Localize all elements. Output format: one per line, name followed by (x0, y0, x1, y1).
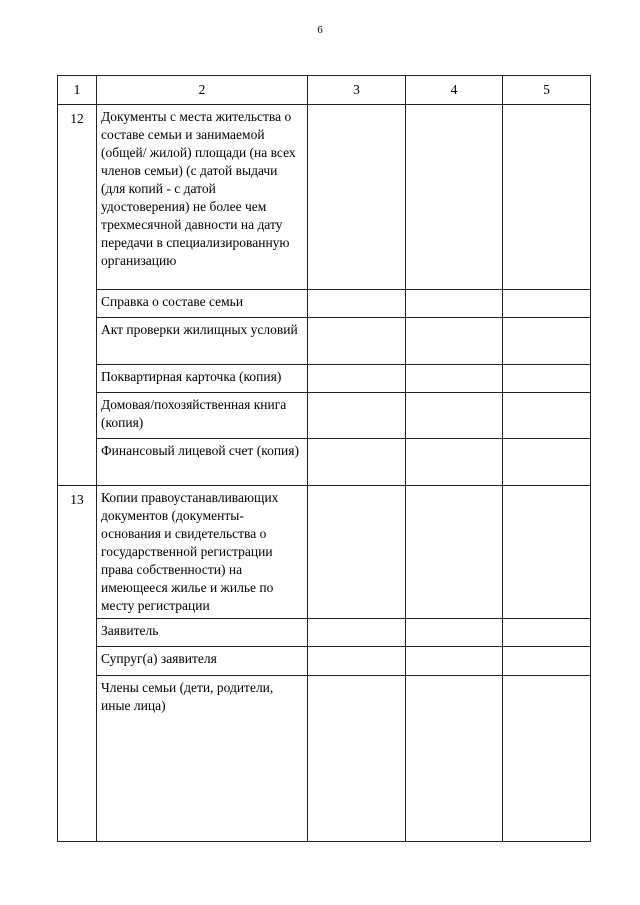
cell-col-4 (406, 105, 503, 290)
cell-col-3 (308, 676, 406, 842)
table-row (58, 439, 591, 486)
cell-col-5 (503, 290, 591, 318)
row-text: Поквартирная карточка (копия) (97, 365, 308, 393)
documents-table (57, 75, 591, 842)
cell-col-3 (308, 290, 406, 318)
row-text: Члены семьи (дети, родители, иные лица) (97, 676, 308, 842)
cell-col-3 (308, 393, 406, 439)
cell-col-4 (406, 393, 503, 439)
cell-col-5 (503, 676, 591, 842)
cell-col-5 (503, 318, 591, 365)
cell-col-3 (308, 318, 406, 365)
table-row (58, 393, 591, 439)
cell-col-4 (406, 365, 503, 393)
page-number: 6 (317, 24, 323, 36)
row-text: Копии правоустанавливающих документов (документы-основания и свидетельства о государственной регистрации права собственности) на имеющееся жилье и жилье по месту регистрации (97, 486, 308, 619)
cell-col-5 (503, 439, 591, 486)
table-row (58, 676, 591, 842)
row-text: Заявитель (97, 619, 308, 647)
row-text: Домовая/похозяйственная книга (копия) (97, 393, 308, 439)
header-col-5: 5 (503, 76, 591, 105)
cell-col-5 (503, 486, 591, 619)
row-text: Справка о составе семьи (97, 290, 308, 318)
table-row (58, 105, 591, 290)
header-col-2: 2 (97, 76, 308, 105)
cell-col-3 (308, 365, 406, 393)
cell-col-4 (406, 647, 503, 676)
row-text: Супруг(а) заявителя (97, 647, 308, 676)
row-number: 12 (58, 105, 97, 486)
table-row (58, 486, 591, 619)
table-header-row (58, 76, 591, 105)
cell-col-5 (503, 365, 591, 393)
cell-col-3 (308, 439, 406, 486)
cell-col-4 (406, 486, 503, 619)
table-row (58, 290, 591, 318)
header-col-3: 3 (308, 76, 406, 105)
table-row (58, 318, 591, 365)
cell-col-3 (308, 486, 406, 619)
cell-col-4 (406, 439, 503, 486)
cell-col-5 (503, 105, 591, 290)
header-col-4: 4 (406, 76, 503, 105)
table-row (58, 619, 591, 647)
cell-col-5 (503, 393, 591, 439)
table-row (58, 365, 591, 393)
table-row (58, 647, 591, 676)
row-text: Финансовый лицевой счет (копия) (97, 439, 308, 486)
header-col-1: 1 (58, 76, 97, 105)
cell-col-4 (406, 290, 503, 318)
row-number: 13 (58, 486, 97, 842)
cell-col-3 (308, 105, 406, 290)
cell-col-5 (503, 619, 591, 647)
cell-col-4 (406, 676, 503, 842)
cell-col-5 (503, 647, 591, 676)
cell-col-3 (308, 647, 406, 676)
cell-col-4 (406, 619, 503, 647)
row-text: Документы с места жительства о составе семьи и занимаемой (общей/ жилой) площади (на всех членов семьи) (с датой выдачи (для копий - с датой удостоверения) не более чем трехмесячной давности на дату передачи в специализированную организацию (97, 105, 308, 290)
row-text: Акт проверки жилищных условий (97, 318, 308, 365)
cell-col-4 (406, 318, 503, 365)
cell-col-3 (308, 619, 406, 647)
